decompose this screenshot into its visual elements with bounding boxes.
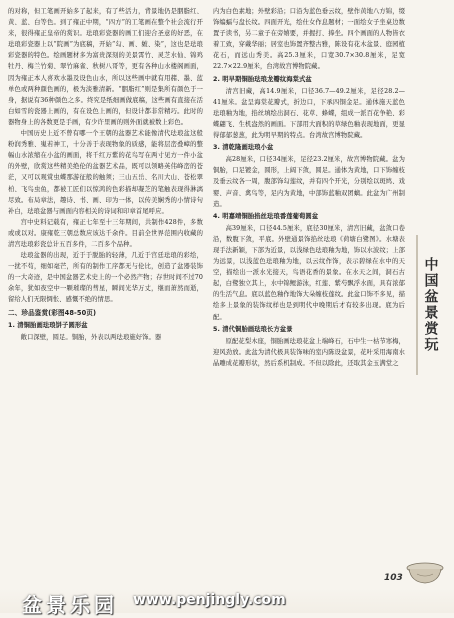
paragraph: 的对称，但工笔画开始多了起来，有了些活力，背景地仍是胭脂红、黄、蓝、白等色。到了雍正中期，“四方”的工笔画在整个社会流行开来，很得雍正皇帝的赏识。珐琅彩瓷器的画工们迎合圣意的好恶，在珐琅彩瓷器上以“院画”为底稿，开始“勾、画、皴、染”，这也是珐琅彩瓷器的特色。绘画题材多为富贵深刻的美景霄竹、灵芝水仙、锦鸡牡丹、梅兰竹菊、翠竹麻雀、秋树八哥等，更有各种山水楼阁画面，因为雍正本人喜欢水墨及设色山水，所以这些画中就有用赭、墨、蓝单色或两种颜色画的，极为淡雅清新。“胭脂红”则是集所有颜色于一身，据说有36种颜色之多。终究是纸细画做底稿，这些画有直接在活白如雪的瓷器上画的，有在设色上画的，但设计都非常精巧。此时的器物身上的各数更是手画，有少许里画的则外面就被数上彩色。 bbox=[8, 8, 203, 126]
item-heading: 5. 清代铜胎画珐琅长方盆景 bbox=[213, 325, 293, 333]
watermark-url: www.penjingly.com bbox=[133, 592, 286, 608]
paragraph: 清宫旧藏，高14.9厘米，口径36.7—49.2厘米，足径28.2—41厘米。盆呈海棠花瓣式，折边口，下承四铜金足。通体施天蓝色珐琅釉为地，掐丝填绘出洞石、花草、蜂蝶，组成一派百花争艳、彩蝶翩飞、生机盎然的画面。下部用大面积的草绿色釉表现地面，更显得郁郁葱葱，此为明早期的特点。台湾故宫博物院藏。 bbox=[213, 87, 405, 140]
paragraph: 高28厘米，口径34厘米，足径23.2厘米，故宫博物院藏。盆为铜胎，口足镀金，圆形，上阔下敛，圆足。通体为黄地，口下饰缠枝及垂云纹各一周，腹部饰勾莲纹，并有四个开光，分别绘以斑鸠、戏婴、声音、禽鸟等，足内为黄地，中部饰蓝釉双团螭。此盆为广州制造。 bbox=[213, 156, 405, 208]
paragraph: 原配花梨木座，铜胎画珐琅花盆上端峰石，石中生一枯节寒梅，迎风劲放。此盆为清代极具装饰味的室内陈设盆景，花叶采用海南水晶雕成花瓣形状，然后系机制成。不但以除此，还取其金玉满堂之 bbox=[213, 337, 405, 367]
paragraph: 珐琅盆器的出现，近于于脱胎的轻薄，几近于宫廷珐琅的彩绘，一扰不苟，细如毫芒，所有的制作工序都无与伦比，创造了盆器装饰的一大奇迹，是中国盆器艺术史上的一个必然产物；存世时间不过70余年，犹如夜空中一颗璀璨的彗星，瞬间光华万丈，继而萧然而逝，留给人们无限惆怅、感慨不绝的情思。 bbox=[8, 252, 203, 304]
page-number: 103 bbox=[384, 573, 403, 583]
item-heading: 2. 明早期铜胎珐琅龙瓣纹海棠式盆 bbox=[213, 75, 312, 83]
item-heading: 4. 明嘉靖铜胎掐丝珐琅番莲葡萄圆盆 bbox=[213, 212, 319, 220]
section-heading: 二、珍品鉴赏(彩图48-50页) bbox=[8, 308, 97, 317]
watermark-site-name: 盆景乐园 bbox=[22, 593, 118, 617]
bonsai-pot-icon bbox=[405, 560, 445, 586]
paragraph: 宫中史料记载有，雍正七年至十三年期间，共制作428件，多数或或以对。康雍乾三朝总数应该达千余件。目前全世界范围内收藏的清宫珐琅彩瓷总计五百多件，二百多个品种。 bbox=[8, 218, 203, 248]
paragraph: 内为白色素地；外壁彩沿；口沿为蓝色垂云纹，壁作黄地八方锦，缀饰编蝠与盘长纹。四面开光，绘仕女作息题材；一面绘女子坐桌边数置子读书，另二童子在旁嬉要，并握打、捧坐。四个画面的人物皆衣着工致，穿戴华丽；居室也饰置齐整古雅，陈设有花木盆景、庭园植花石，而远山秀美。高25.3厘米，口宽30.7×30.8厘米，足宽22.7×22.9厘米，台湾故宫博物院藏。 bbox=[213, 8, 405, 71]
item-heading: 1. 清铜胎画珐琅饼子圆形盆 bbox=[8, 321, 88, 329]
banner-rule bbox=[416, 235, 418, 375]
item-heading: 3. 清乾隆画珐琅小盆 bbox=[213, 144, 274, 152]
magazine-section-banner bbox=[412, 235, 448, 375]
paragraph: 高39厘米，口径44.5厘米，底径30厘米，清宫旧藏，盆敛口卷沿，数腹下敛，平底。外壁通景饰掐丝珐琅《荷塘白鹭图》。水塘表现手法新颖，下部为近景，以浅绿色珐琅釉为地，饰以水波纹；上部为远景，以浅蓝色珐琅釉为地，以云纹作饰，表示碧绿在水中的天空，描绘出一派水光接天，鸟语花香的景象。在水天之间，洞石古起，白鹭独立其上，水中锦鲤游泳，红莲、紫芍飘浮水面，具有浓郁的生活气息。底以蓝色釉作地饰大朵缠枝莲纹。此盆口饰不多见，描绘多上景象的装饰纹样也是到明代中晚期后才有较多出现。底为后配。 bbox=[213, 224, 405, 321]
left-column bbox=[8, 6, 203, 343]
paragraph: 敞口深壁，圆足。铜胎，外表以两珐琅施好饰。器 bbox=[20, 333, 162, 341]
banner-text: 中国盆景赏玩 bbox=[422, 257, 439, 353]
site-watermark bbox=[0, 588, 454, 617]
paragraph: 中国历史上近不曾有哪一个王朝的盆器艺术能像清代珐琅盆这般粉润秀雅、嵬若神工，十分善于表现物象的质感，能将层峦叠嶂的整幅山水浓缩在小盆的画面，将千红万紫的花鸟写在两寸见方一件小盆的外壁，欣赏这些精美绝伦的盆器艺术品，既可以领略英伟峰峦的苍茫，又可以观赏虫蝶那游征般的触须；三山五岳、名川大山、苍松翠柏、飞鸟虫鱼，都被工匠们以惊鸿的色彩描却凝芝的笔触表现得淋漓尽致。布局章法，趣诗、书、画、印为一体，以传美娴秀的小情诗句补白，珐琅盆器与画面内容相关的诗词和印章首尾呼应。 bbox=[8, 130, 203, 215]
right-column bbox=[213, 6, 405, 369]
